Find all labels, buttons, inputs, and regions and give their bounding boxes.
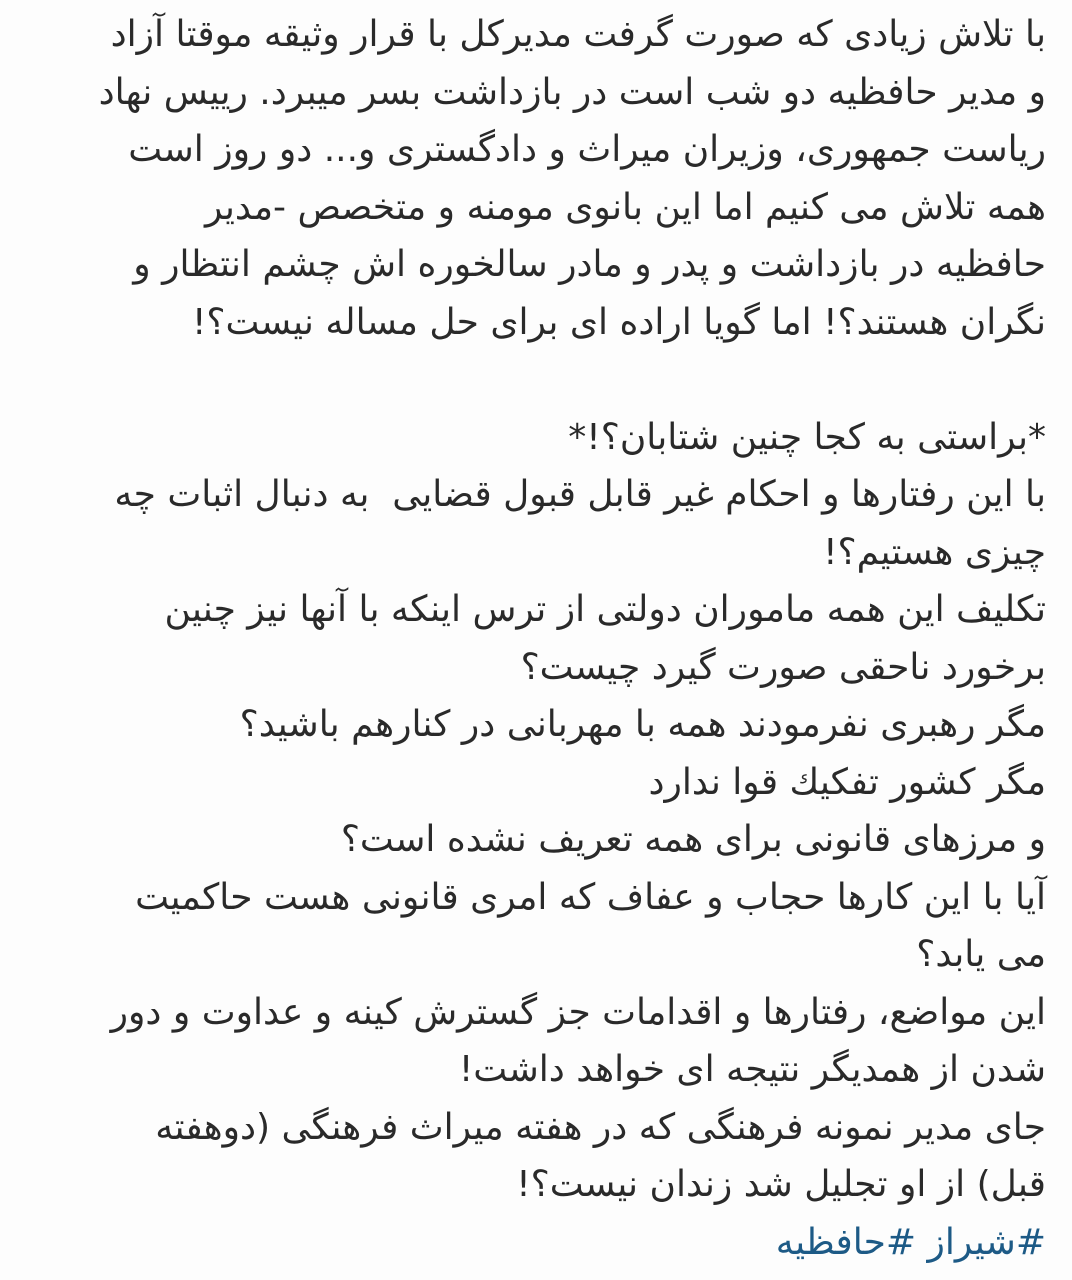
text-line: و مدیر حافظیه دو شب است در بازداشت بسر میبرد. رییس نهاد xyxy=(98,71,1046,113)
text-line: آیا با این کارها حجاب و عفاف که امری قانونی هست حاکمیت xyxy=(135,876,1046,918)
blank-line xyxy=(20,351,1046,409)
text-line: می یابد؟ xyxy=(916,934,1046,975)
hashtag-line xyxy=(20,1214,1046,1272)
text-line: *براستی به کجا چنین شتابان؟!* xyxy=(568,416,1046,458)
text-line: برخورد ناحقی صورت گیرد چیست؟ xyxy=(520,646,1046,688)
text-line: حافظیه در بازداشت و پدر و مادر سالخوره اش چشم انتظار و xyxy=(133,244,1046,285)
text-line: جای مدیر نمونه فرهنگی که در هفته میراث فرهنگی (دوهفته xyxy=(155,1106,1046,1148)
text-line: با این رفتارها و احکام غیر قابل قبول قضایی به دنبال اثبات چه xyxy=(114,474,1046,515)
text-line: مگر کشور تفکیك قوا ندارد xyxy=(648,761,1046,803)
hashtag-link[interactable]: #شیراز xyxy=(927,1221,1046,1263)
text-line: همه تلاش می کنیم اما این بانوی مومنه و متخصص -مدیر xyxy=(204,186,1046,228)
text-line: قبل) از او تجلیل شد زندان نیست؟! xyxy=(516,1164,1046,1205)
text-line: با تلاش زیادی که صورت گرفت مدیرکل با قرار وثیقه موقتا آزاد xyxy=(110,14,1046,55)
text-line: شدن از همدیگر نتیجه ای خواهد داشت! xyxy=(458,1049,1046,1090)
hashtag-link[interactable]: #حافظیه xyxy=(775,1221,917,1263)
text-line: این مواضع، رفتارها و اقدامات جز گسترش کینه و عداوت و دور xyxy=(110,991,1046,1033)
text-line: نگران هستند؟! اما گویا اراده ای برای حل مساله نیست؟! xyxy=(192,301,1046,343)
text-line: مگر رهبری نفرمودند همه با مهربانی در کنارهم باشید؟ xyxy=(239,704,1046,745)
text-line: تکلیف این همه ماموران دولتی از ترس اینکه با آنها نیز چنین xyxy=(164,589,1046,630)
text-line: و مرزهای قانونی برای همه تعریف نشده است؟ xyxy=(340,819,1046,860)
text-line: ریاست جمهوری، وزیران میراث و دادگستری و... دو روز است xyxy=(128,129,1046,170)
text-line: چیزی هستیم؟! xyxy=(823,531,1046,573)
